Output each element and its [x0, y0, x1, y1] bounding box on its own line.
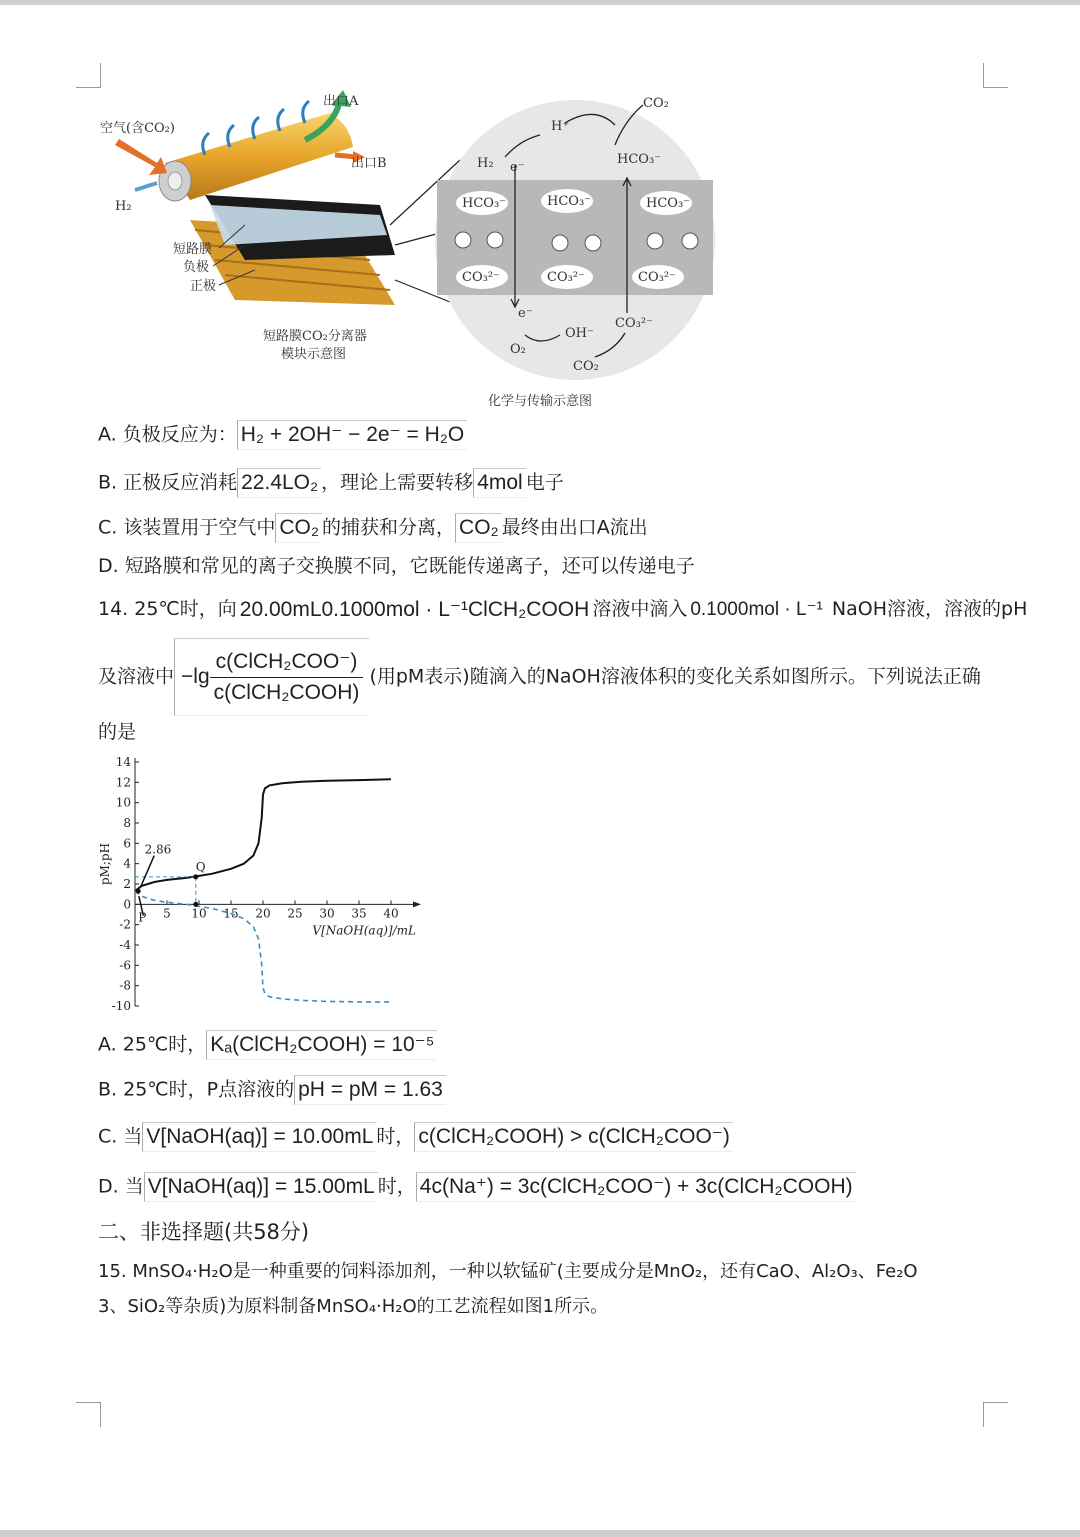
x-tick-label: 20: [255, 906, 271, 921]
circle-h2: H₂: [477, 156, 494, 171]
q14-c-mid: 时，: [376, 1125, 415, 1148]
q14-c-text: C. 当: [98, 1125, 143, 1148]
circle-oh: OH⁻: [565, 326, 594, 341]
right-caption: 化学与传输示意图: [488, 394, 593, 409]
crop-mark-top-right: [983, 63, 1008, 88]
q14-stem-eq2: 0.1000mol · L⁻¹: [690, 598, 823, 620]
co3-label-2: CO₃²⁻: [547, 270, 585, 285]
q13-option-a: [98, 420, 467, 450]
negative-label: 负极: [183, 260, 210, 275]
q14-option-a: [98, 1030, 437, 1060]
annotation-q: Q: [195, 859, 206, 874]
point-q-foot: [193, 902, 198, 907]
y-tick-label: 14: [115, 755, 131, 769]
q14-frac-numerator: c(ClCH₂COO⁻): [210, 647, 364, 678]
x-tick-label: 30: [319, 906, 335, 921]
y-tick-label: -4: [119, 938, 131, 952]
q14-stem2-start: 及溶液中: [98, 665, 175, 688]
q14-option-d: [98, 1172, 856, 1202]
circle-h-plus: H⁺: [551, 119, 570, 134]
y-tick-label: -2: [119, 917, 131, 932]
h2-label: H₂: [115, 199, 132, 214]
q13-c-suffix: 最终由出口A流出: [501, 516, 648, 539]
q13-option-b: [98, 468, 564, 498]
point-q: [193, 874, 198, 879]
x-tick-label: 10: [191, 906, 207, 921]
y-tick-label: 6: [123, 836, 131, 851]
q14-fraction: [210, 647, 364, 708]
q13-a-text: A. 负极反应为：: [98, 423, 237, 446]
circle-hco3-top: HCO₃⁻: [617, 152, 662, 167]
air-inlet-arrow: [115, 139, 167, 175]
q14-stem-start: 14. 25℃时，向: [98, 598, 237, 620]
x-tick-label: 40: [383, 906, 399, 921]
q14-a-equation: Kₐ(ClCH₂COOH) = 10⁻⁵: [206, 1030, 437, 1060]
y-tick-label: 0: [123, 897, 131, 912]
q14-stem-mid: 溶液中滴入: [592, 598, 688, 620]
membrane-label: 短路膜: [173, 242, 213, 257]
x-axis-arrow: [413, 901, 421, 907]
annotation-p: P: [138, 910, 147, 925]
y-tick-label: 8: [123, 816, 131, 830]
q13-c-mid: 的捕获和分离，: [322, 516, 456, 539]
q14-c-equation-2: c(ClCH₂COOH) > c(ClCH₂COO⁻): [414, 1122, 732, 1152]
y-tick-label: -6: [119, 958, 131, 973]
circle-e-bottom: e⁻: [518, 306, 533, 321]
crop-mark-bottom-right: [983, 1402, 1008, 1427]
hco3-label-2: HCO₃⁻: [547, 194, 592, 209]
circle-co2-top: CO₂: [643, 96, 669, 111]
q14-d-equation-2: 4c(Na⁺) = 3c(ClCH₂COO⁻) + 3c(ClCH₂COOH): [416, 1172, 856, 1202]
titration-chart: [95, 750, 435, 1020]
q14-d-mid: 时，: [377, 1175, 416, 1198]
q13-c-text: C. 该装置用于空气中: [98, 516, 276, 539]
q14-stem-eq1: 20.00mL0.1000mol · L⁻¹ClCH₂COOH: [239, 597, 590, 621]
q14-stem-line1: [98, 595, 1027, 624]
separator-figure: [95, 85, 735, 415]
q13-b-equation-2: 4mol: [473, 468, 526, 498]
co3-label-1: CO₃²⁻: [462, 270, 500, 285]
x-axis-label: V[NaOH(aq)]/mL: [312, 923, 416, 938]
q13-b-suffix: 电子: [525, 471, 564, 494]
q14-stem2-end: (用pM表示)随滴入的NaOH溶液体积的变化关系如图所示。下列说法正确: [369, 665, 981, 688]
q14-c-equation-1: V[NaOH(aq)] = 10.00mL: [142, 1122, 376, 1152]
y-axis-label: pM;pH: [98, 842, 112, 886]
circle-e: e⁻: [510, 160, 525, 175]
y-tick-label: -8: [119, 978, 131, 993]
circle-co3-bottom: CO₃²⁻: [615, 316, 653, 331]
outlet-a-label: 出口A: [323, 94, 359, 109]
q14-d-text: D. 当: [98, 1175, 144, 1198]
x-tick-label: 15: [223, 906, 239, 921]
q14-option-c: [98, 1122, 733, 1152]
section-title: 二、非选择题(共58分): [98, 1220, 310, 1244]
q14-stem-end: NaOH溶液，溶液的pH: [825, 598, 1028, 620]
q14-fraction-box: [174, 638, 369, 716]
x-tick-label: 5: [163, 906, 171, 921]
hco3-label-1: HCO₃⁻: [462, 196, 507, 211]
y-tick-label: 4: [123, 856, 131, 871]
q14-option-b: [98, 1075, 446, 1105]
q14-frac-denominator: c(ClCH₂COOH): [213, 680, 360, 704]
q14-stem-line3: 的是: [98, 721, 137, 743]
y-tick-label: 12: [115, 775, 131, 790]
circle-o2: O₂: [510, 342, 526, 357]
q14-a-text: A. 25℃时，: [98, 1033, 207, 1056]
x-tick-label: 25: [287, 906, 303, 921]
q13-b-equation-1: 22.4LO₂: [237, 468, 321, 498]
q13-option-c: [98, 513, 648, 543]
co3-label-3: CO₃²⁻: [638, 270, 676, 285]
top-edge: [0, 0, 1080, 5]
left-caption-line1: 短路膜CO₂分离器: [263, 329, 367, 344]
q14-b-text: B. 25℃时，P点溶液的: [98, 1078, 295, 1101]
q13-b-mid: ，理论上需要转移: [321, 471, 474, 494]
q13-b-text: B. 正极反应消耗: [98, 471, 238, 494]
crop-mark-bottom-left: [76, 1402, 101, 1427]
left-caption-line2: 模块示意图: [281, 347, 347, 362]
y-tick-label: 10: [115, 795, 131, 810]
ph-curve: [135, 779, 391, 891]
positive-label: 正极: [190, 279, 217, 294]
y-tick-label: 2: [123, 877, 131, 891]
y-tick-label: -10: [111, 999, 131, 1013]
hco3-label-3: HCO₃⁻: [646, 196, 691, 211]
q13-a-equation: H₂ + 2OH⁻ − 2e⁻ = H₂O: [237, 420, 467, 450]
annotation-2-86: 2.86: [144, 842, 172, 857]
q14-frac-prefix: −lg: [181, 665, 210, 688]
air-label: 空气(含CO₂): [100, 121, 175, 136]
q13-option-d: D. 短路膜和常见的离子交换膜不同，它既能传递离子，还可以传递电子: [98, 555, 695, 577]
q13-c-equation-2: CO₂: [455, 513, 502, 543]
q14-b-equation: pH = pM = 1.63: [294, 1075, 446, 1105]
bottom-edge: [0, 1530, 1080, 1537]
outlet-b-label: 出口B: [351, 156, 387, 171]
point-start: [136, 889, 141, 894]
h2-inlet-arrow: [135, 183, 157, 190]
q13-c-equation-1: CO₂: [275, 513, 322, 543]
q14-stem-line2: [98, 638, 981, 716]
x-tick-label: 35: [351, 906, 367, 921]
q15-line1: 15. MnSO₄·H₂O是一种重要的饲料添加剂，一种以软锰矿(主要成分是MnO₂，还有CaO、Al₂O₃、Fe₂O: [98, 1261, 918, 1282]
circle-co2-bottom: CO₂: [573, 359, 599, 374]
q15-line2: 3、SiO₂等杂质)为原料制备MnSO₄·H₂O的工艺流程如图1所示。: [98, 1296, 609, 1317]
q14-d-equation-1: V[NaOH(aq)] = 15.00mL: [144, 1172, 378, 1202]
